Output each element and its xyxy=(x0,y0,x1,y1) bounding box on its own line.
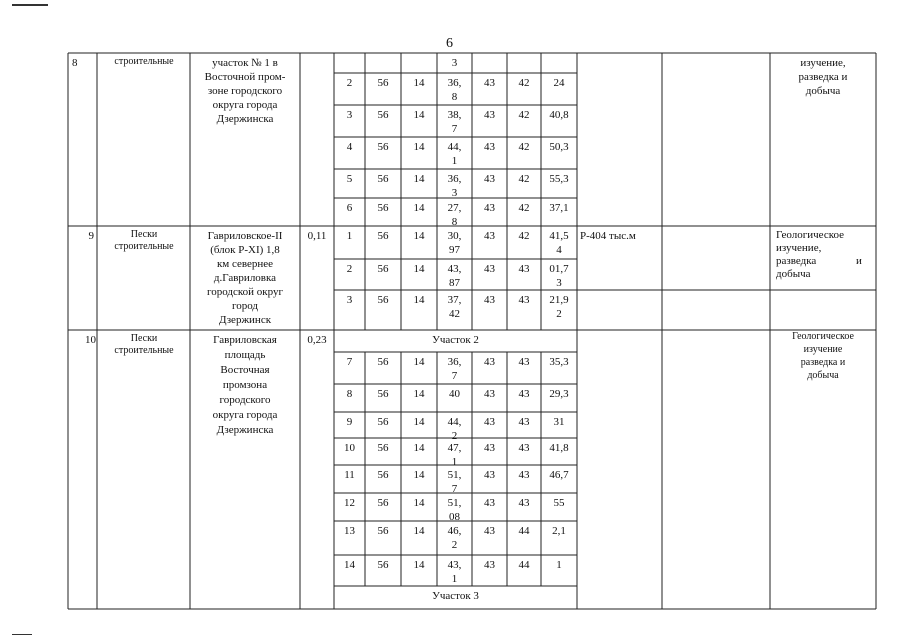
coordinate-cell: 6 xyxy=(346,202,353,214)
coordinate-cell: 14 xyxy=(413,141,425,153)
coordinate-cell: 43 xyxy=(484,356,495,368)
coordinate-cell: 56 xyxy=(377,263,389,275)
purpose-line: Геологическое xyxy=(792,331,854,342)
coordinate-cell: 43, 1 xyxy=(447,559,462,585)
location-line: Гавриловское-II xyxy=(207,230,283,242)
location-line: Восточной пром- xyxy=(204,71,286,83)
location-line: км севернее xyxy=(216,258,274,270)
coordinate-cell: 56 xyxy=(377,356,389,368)
coordinate-cell: 21,9 2 xyxy=(549,294,569,320)
purpose-line: изучение, xyxy=(800,57,846,69)
coordinate-cell: 14 xyxy=(413,109,425,121)
coordinate-cell: 43 xyxy=(484,559,495,571)
coordinate-cell: 50,3 xyxy=(549,141,569,153)
purpose-line: разведка xyxy=(776,255,817,267)
coordinate-cell: 56 xyxy=(377,525,389,537)
purpose-line: добыча xyxy=(805,85,841,97)
coordinate-cell: 14 xyxy=(413,202,425,214)
coordinate-cell: 3 xyxy=(346,294,353,306)
coordinate-cell: 43 xyxy=(484,294,495,306)
location-line: зоне городского xyxy=(207,85,283,97)
coordinate-cell: 40 xyxy=(449,388,460,400)
coordinate-cell: 43 xyxy=(518,416,530,428)
section-label: Участок 2 xyxy=(432,334,479,346)
coordinate-cell: 1 xyxy=(556,559,562,571)
purpose-line: изучение, xyxy=(776,242,822,254)
coordinate-cell: 43 xyxy=(484,388,495,400)
coordinate-cell: 43 xyxy=(484,141,495,153)
coordinate-cell: 51, 7 xyxy=(447,469,462,495)
coordinate-cell: 12 xyxy=(344,497,355,509)
mineral-type-line: Пески xyxy=(130,333,158,344)
coordinate-cell: 3 xyxy=(451,57,458,69)
coordinate-cell: 10 xyxy=(344,442,355,454)
location-line: Восточная xyxy=(220,364,270,376)
coordinate-cell: 01,7 3 xyxy=(549,263,569,289)
coordinate-cell: 42 xyxy=(518,77,530,89)
coordinate-cell: 9 xyxy=(346,416,353,428)
coordinate-cell: 46,7 xyxy=(549,469,569,481)
coordinate-cell: 7 xyxy=(346,356,353,368)
mineral-type-line: Пески xyxy=(130,229,158,240)
coordinate-cell: 42 xyxy=(518,230,530,242)
coordinate-cell: 56 xyxy=(377,416,389,428)
area-value: 0,23 xyxy=(307,334,327,346)
coordinate-cell: 56 xyxy=(377,469,389,481)
purpose-line: Геологическое xyxy=(776,229,845,241)
coordinate-cell: 14 xyxy=(413,497,425,509)
section-label: Участок 3 xyxy=(432,590,479,602)
coordinate-cell: 5 xyxy=(346,173,353,185)
coordinate-cell: 2 xyxy=(346,77,353,89)
location-line: промзона xyxy=(222,379,268,391)
mineral-type-line: строительные xyxy=(114,241,174,252)
coordinate-cell: 43 xyxy=(518,356,530,368)
mineral-type-line: строительные xyxy=(114,345,174,356)
coordinate-cell: 43 xyxy=(484,109,495,121)
reserves-value: Р-404 тыс.м xyxy=(580,230,636,242)
coordinate-cell: 13 xyxy=(344,525,355,537)
coordinate-cell: 14 xyxy=(344,559,355,571)
location-line: городской округ xyxy=(206,286,284,298)
coordinate-cell: 29,3 xyxy=(549,388,569,400)
coordinate-cell: 43 xyxy=(484,416,495,428)
location-line: округа города xyxy=(212,409,278,421)
coordinate-cell: 42 xyxy=(518,141,530,153)
location-line: участок № 1 в xyxy=(212,57,278,69)
coordinate-cell: 38, 7 xyxy=(447,109,462,135)
coordinate-cell: 14 xyxy=(413,230,425,242)
coordinate-cell: 31 xyxy=(553,416,565,428)
coordinate-cell: 56 xyxy=(377,497,389,509)
coordinate-cell: 56 xyxy=(377,388,389,400)
coordinate-cell: 37,1 xyxy=(549,202,569,214)
coordinate-cell: 43 xyxy=(484,173,495,185)
coordinate-cell: 14 xyxy=(413,263,425,275)
location-line: д.Гавриловка xyxy=(213,272,277,284)
location-line: (блок P-XI) 1,8 xyxy=(210,244,280,256)
coordinate-cell: 56 xyxy=(377,77,389,89)
purpose-line: добыча xyxy=(776,268,811,280)
coordinate-cell: 43 xyxy=(484,442,495,454)
location-line: Дзержинска xyxy=(216,424,274,436)
row-number: 8 xyxy=(72,57,78,69)
coordinate-cell: 14 xyxy=(413,77,425,89)
coordinate-cell: 56 xyxy=(377,230,389,242)
row-number: 10 xyxy=(85,334,96,346)
coordinate-cell: 14 xyxy=(413,173,425,185)
coordinate-cell: 43, 87 xyxy=(447,263,462,289)
coordinate-cell: 43 xyxy=(518,388,530,400)
location-line: округа города xyxy=(212,99,278,111)
mineral-type: строительные xyxy=(114,56,174,67)
coordinate-cell: 42 xyxy=(518,109,530,121)
coordinate-cell: 43 xyxy=(484,263,495,275)
coordinate-cell: 43 xyxy=(518,294,530,306)
coordinate-cell: 40,8 xyxy=(549,109,569,121)
coordinate-cell: 37, 42 xyxy=(447,294,462,320)
coordinate-cell: 8 xyxy=(346,388,353,400)
coordinate-cell: 56 xyxy=(377,559,389,571)
coordinate-cell: 14 xyxy=(413,559,425,571)
coordinate-cell: 42 xyxy=(518,202,530,214)
coordinate-cell: 56 xyxy=(377,109,389,121)
location-line: городского xyxy=(219,394,271,406)
coordinate-cell: 46, 2 xyxy=(447,525,462,551)
location-line: площадь xyxy=(224,349,266,361)
coordinate-cell: 3 xyxy=(346,109,353,121)
coordinate-cell: 43 xyxy=(518,263,530,275)
coordinate-cell: 55 xyxy=(553,497,565,509)
coordinate-cell: 43 xyxy=(484,230,495,242)
coordinate-cell: 47, 1 xyxy=(447,442,462,468)
coordinate-cell: 2,1 xyxy=(552,525,566,537)
purpose-line: и xyxy=(856,255,862,267)
coordinate-cell: 55,3 xyxy=(549,173,569,185)
coordinate-cell: 43 xyxy=(484,77,495,89)
coordinate-cell: 44 xyxy=(518,559,530,571)
coordinate-cell: 51, 08 xyxy=(447,497,462,523)
coordinate-cell: 44, 2 xyxy=(447,416,462,442)
coordinate-cell: 56 xyxy=(377,141,389,153)
coordinate-cell: 56 xyxy=(377,202,389,214)
location-line: Дзержинск xyxy=(218,314,272,326)
row-number: 9 xyxy=(88,230,94,242)
purpose-line: добыча xyxy=(807,370,839,381)
coordinate-cell: 36, 7 xyxy=(447,356,462,382)
coordinate-cell: 4 xyxy=(346,141,353,153)
coordinate-cell: 41,5 4 xyxy=(549,230,569,256)
coordinate-cell: 35,3 xyxy=(549,356,569,368)
coordinate-cell: 36, 8 xyxy=(447,77,462,103)
coordinate-cell: 41,8 xyxy=(549,442,569,454)
coordinate-cell: 43 xyxy=(484,525,495,537)
coordinate-cell: 30, 97 xyxy=(447,230,462,256)
coordinate-cell: 14 xyxy=(413,416,425,428)
coordinate-cell: 14 xyxy=(413,469,425,481)
coordinate-cell: 42 xyxy=(518,173,530,185)
coordinate-cell: 44 xyxy=(518,525,530,537)
purpose-line: изучение xyxy=(803,344,843,355)
location-line: Гавриловская xyxy=(213,334,277,346)
coordinate-cell: 14 xyxy=(413,388,425,400)
coordinate-cell: 43 xyxy=(484,497,495,509)
coordinate-cell: 43 xyxy=(518,469,530,481)
coordinate-cell: 14 xyxy=(413,442,425,454)
location-line: город xyxy=(231,300,259,312)
coordinate-cell: 2 xyxy=(346,263,353,275)
coordinate-cell: 1 xyxy=(346,230,353,242)
coordinate-cell: 14 xyxy=(413,356,425,368)
coordinate-cell: 56 xyxy=(377,173,389,185)
coordinate-cell: 27, 8 xyxy=(447,202,462,228)
coordinate-cell: 36, 3 xyxy=(447,173,462,199)
purpose-line: разведка и xyxy=(798,71,848,83)
area-value: 0,11 xyxy=(307,230,327,242)
purpose-line: разведка и xyxy=(800,357,846,368)
coordinate-cell: 43 xyxy=(484,202,495,214)
location-line: Дзержинска xyxy=(216,113,274,125)
coordinate-cell: 56 xyxy=(377,294,389,306)
coordinate-cell: 44, 1 xyxy=(447,141,462,167)
coordinate-cell: 24 xyxy=(553,77,565,89)
coordinate-cell: 14 xyxy=(413,525,425,537)
coordinate-cell: 43 xyxy=(484,469,495,481)
coordinate-cell: 14 xyxy=(413,294,425,306)
coordinate-cell: 56 xyxy=(377,442,389,454)
coordinate-cell: 43 xyxy=(518,497,530,509)
coordinate-cell: 11 xyxy=(344,469,355,481)
coordinate-cell: 43 xyxy=(518,442,530,454)
page-number: 6 xyxy=(446,36,453,51)
